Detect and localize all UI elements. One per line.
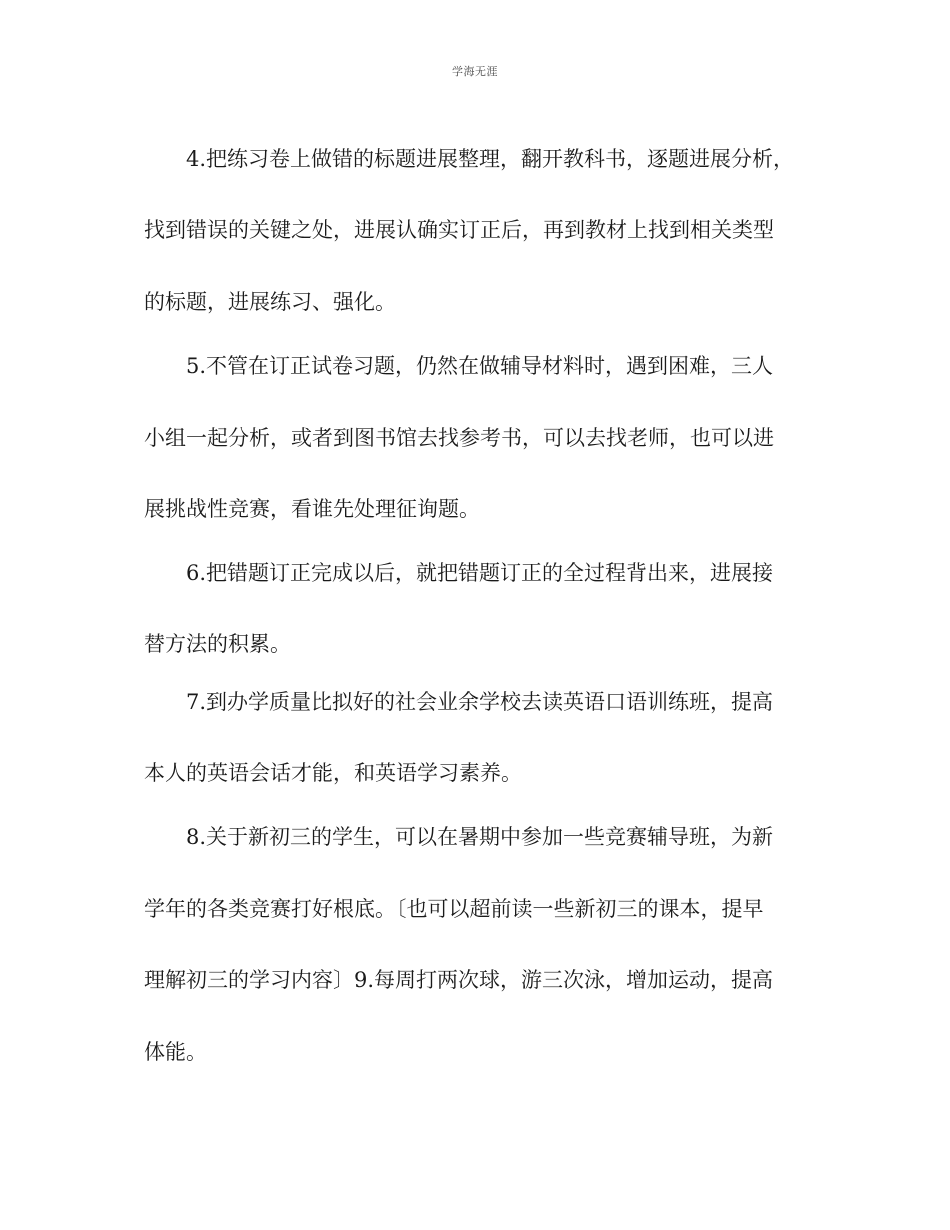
paragraph-line: 替方法的积累。: [144, 632, 291, 656]
paragraph-line: 体能。: [144, 1040, 207, 1064]
paragraph-line: 学年的各类竞赛打好根底。〔也可以超前读一些新初三的课本，提早: [144, 897, 764, 921]
paragraph-line: 8.关于新初三的学生，可以在暑期中参加一些竞赛辅导班，为新: [186, 825, 774, 849]
paragraph-line: 找到错误的关键之处，进展认确实订正后，再到教材上找到相关类型: [144, 218, 774, 242]
paragraph-line: 4.把练习卷上做错的标题进展整理，翻开教科书，逐题进展分析，: [186, 147, 795, 171]
paragraph-line: 本人的英语会话才能，和英语学习素养。: [144, 761, 522, 785]
paragraph-line: 小组一起分析，或者到图书馆去找参考书，可以去找老师，也可以进: [144, 426, 774, 450]
paragraph-line: 展挑战性竞赛，看谁先处理征询题。: [144, 497, 480, 521]
page-header: 学海无涯: [452, 65, 498, 78]
paragraph-line: 理解初三的学习内容〕9.每周打两次球，游三次泳，增加运动，提高: [144, 968, 774, 992]
paragraph-line: 7.到办学质量比拟好的社会业余学校去读英语口语训练班，提高: [186, 690, 774, 714]
paragraph-line: 的标题，进展练习、强化。: [144, 290, 396, 314]
paragraph-line: 6.把错题订正完成以后，就把错题订正的全过程背出来，进展接: [186, 561, 774, 585]
paragraph-line: 5.不管在订正试卷习题，仍然在做辅导材料时，遇到困难，三人: [186, 354, 774, 378]
